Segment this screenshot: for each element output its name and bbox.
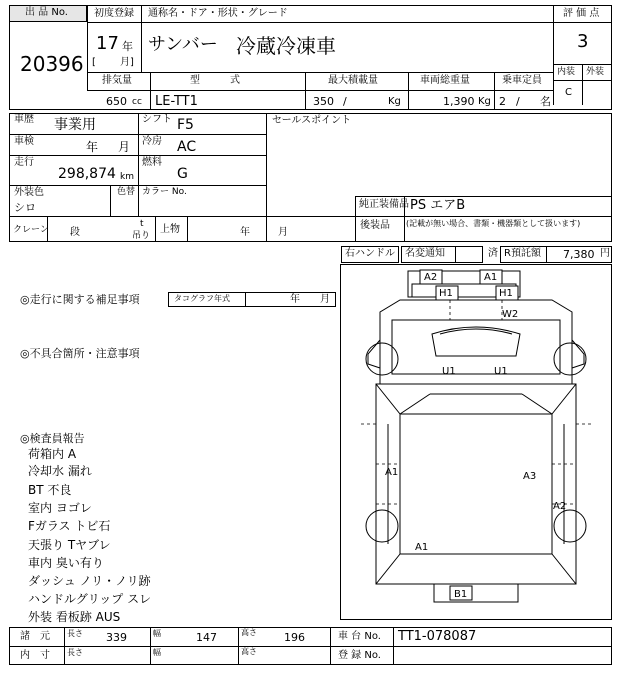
seats: 2 — [499, 95, 506, 108]
mileage-value: 298,874 — [58, 166, 116, 182]
upper-year: 年 — [240, 227, 250, 238]
weight: 1,390 — [443, 95, 475, 108]
width-value: 147 — [196, 631, 217, 644]
vehicle-damage-diagram — [340, 264, 612, 620]
inspector-line: 外装 看板跡 AUS — [28, 610, 121, 624]
crane-ton: t — [140, 219, 144, 229]
score-value: 3 — [577, 31, 589, 52]
sales-point-label: セールスポイント — [272, 115, 352, 126]
history-value: 事業用 — [54, 117, 96, 133]
displacement-label: 排気量 — [102, 75, 132, 86]
mark-a1-left: A1 — [385, 467, 399, 478]
history-label: 車歴 — [14, 114, 34, 125]
month-open: [ — [92, 57, 96, 68]
recycle-unit: 円 — [600, 248, 610, 259]
shift-label: シフト — [142, 114, 172, 125]
mark-a1-bottom: A1 — [415, 542, 429, 553]
model-label: 型 式 — [190, 75, 240, 86]
mark-u1-right: U1 — [494, 366, 508, 377]
car-name: サンバー — [148, 34, 218, 55]
year-unit: 年 — [122, 40, 133, 53]
inspector-line: ハンドルグリップ スレ — [28, 592, 152, 606]
inspector-line: ダッシュ ノリ・ノリ跡 — [28, 574, 151, 588]
inner-label: 内 寸 — [20, 650, 50, 661]
mileage-label: 走行 — [14, 157, 34, 168]
mark-a2-right: A2 — [553, 501, 567, 512]
equipment-value: PS エアB — [410, 198, 466, 213]
score-label: 評 価 点 — [563, 8, 600, 19]
tacho-label: タコグラフ年式 — [174, 294, 230, 303]
month-unit: 月] — [120, 57, 134, 68]
tacho-year: 年 — [290, 294, 300, 305]
shift-value: F5 — [177, 117, 194, 133]
capacity: 350 — [313, 95, 334, 108]
interior-grade: C — [565, 87, 572, 98]
color-label: 外装色 — [14, 187, 44, 198]
model: LE-TT1 — [155, 94, 198, 109]
chassis-value: TT1-078087 — [398, 629, 477, 644]
reg-label: 初度登録 — [94, 8, 134, 19]
weight-unit: Kg — [478, 96, 491, 107]
reg-year: 17 — [96, 33, 119, 54]
car-type: 冷蔵冷凍車 — [236, 34, 336, 58]
inspector-line: BT 不良 — [28, 483, 72, 497]
crane-suspend: 吊り — [132, 231, 151, 241]
ac-label: 冷房 — [142, 136, 162, 147]
inspection-year: 年 — [86, 140, 99, 154]
inspector-line: 冷却水 漏れ — [28, 464, 92, 478]
driving-notes-label: ◎走行に関する補足事項 — [20, 293, 140, 306]
capacity-sep: / — [343, 95, 347, 108]
tacho-month: 月 — [320, 294, 330, 305]
recycle-label: R預託額 — [504, 248, 541, 259]
handle-value: 右ハンドル — [345, 248, 395, 259]
lot-number: 20396 — [20, 52, 84, 76]
defects-label: ◎不具合箇所・注意事項 — [20, 347, 140, 360]
fuel-value: G — [177, 166, 188, 182]
length-label-inner: 長さ — [67, 648, 83, 657]
mark-a3-right: A3 — [523, 471, 537, 482]
mark-h1-left: H1 — [439, 288, 453, 299]
length-label: 長さ — [67, 629, 83, 638]
height-label: 高さ — [241, 628, 257, 637]
seats-unit: 名 — [540, 95, 551, 108]
inspector-line: 室内 ヨゴレ — [28, 501, 92, 515]
exterior-label: 外装 — [586, 67, 605, 77]
inspector-line: Fガラス トビ石 — [28, 519, 111, 533]
equipment-label: 純正装備品 — [359, 199, 409, 210]
upper-month: 月 — [278, 227, 288, 238]
width-label: 幅 — [153, 629, 161, 638]
inspection-label: 車検 — [14, 136, 34, 147]
crane-label: クレーン — [13, 225, 49, 235]
weight-label: 車両総重量 — [420, 75, 470, 86]
mark-h1-right: H1 — [499, 288, 513, 299]
mark-a1-top: A1 — [484, 272, 498, 283]
capacity-label: 最大積載量 — [328, 75, 378, 86]
inspection-month: 月 — [118, 140, 131, 154]
lot-label: 出 品 No. — [25, 7, 68, 18]
name-label: 通称名・ドア・形状・グレード — [148, 8, 288, 19]
reg-no-label: 登 録 No. — [338, 650, 381, 661]
length-value: 339 — [106, 631, 127, 644]
height-value: 196 — [284, 631, 305, 644]
recycle-status: 済 — [488, 248, 498, 259]
mark-b1: B1 — [454, 589, 468, 600]
width-label-inner: 幅 — [153, 648, 161, 657]
chassis-label: 車 台 No. — [338, 631, 381, 642]
dims-label: 諸 元 — [20, 631, 50, 642]
capacity-unit: Kg — [388, 96, 401, 107]
interior-label: 内装 — [557, 67, 576, 77]
displacement-unit: cc — [132, 97, 142, 107]
mileage-unit: km — [120, 172, 134, 182]
seats-label: 乗車定員 — [502, 75, 542, 86]
accessories-label: 後装品 — [360, 220, 390, 231]
color-no-label: カラー No. — [142, 187, 187, 197]
accessories-note: (記載が無い場合、書類・機器類として扱います) — [406, 219, 581, 228]
color-change-label: 色替 — [117, 187, 136, 197]
fuel-label: 燃料 — [142, 157, 162, 168]
upper-label: 上物 — [160, 224, 180, 235]
seats-sep: / — [516, 95, 520, 108]
inspector-line: 車内 臭い有り — [28, 556, 104, 570]
displacement: 650 — [106, 95, 127, 108]
inspector-label: ◎検査員報告 — [20, 432, 85, 445]
mark-a2-top: A2 — [424, 272, 438, 283]
name-change-label: 名変通知 — [405, 248, 445, 259]
color-value: シロ — [14, 201, 36, 214]
inspector-line: 荷箱内 A — [28, 447, 77, 461]
crane-stage: 段 — [70, 227, 80, 238]
recycle-amount: 7,380 — [563, 248, 595, 261]
height-label-inner: 高さ — [241, 647, 257, 656]
ac-value: AC — [177, 139, 197, 155]
mark-u1-left: U1 — [442, 366, 456, 377]
inspector-line: 天張り Tヤブレ — [28, 538, 111, 552]
mark-w2: W2 — [502, 309, 519, 320]
